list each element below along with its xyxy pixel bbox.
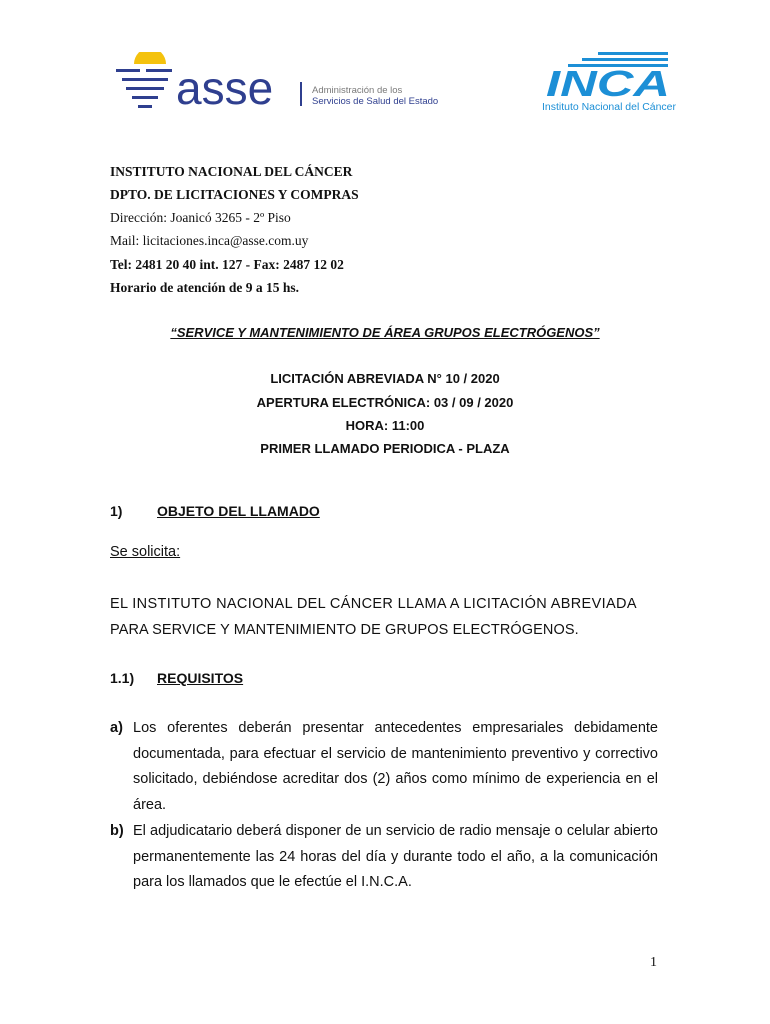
- asse-tagline-line1: Administración de los: [312, 85, 403, 96]
- asse-stripe: [138, 105, 152, 108]
- section-1-1-number: 1.1): [110, 670, 135, 686]
- department-name: DPTO. DE LICITACIONES Y COMPRAS: [110, 187, 359, 202]
- requirement-item: [110, 819, 658, 896]
- section-1-title: OBJETO DEL LLAMADO: [157, 503, 320, 519]
- requirement-text: Los oferentes deberán presentar antecedentes empresariales debidamente documentada, para efectuar el servicio de mantenimiento preventivo y correctivo solicitado, debiéndose acreditar dos (2) años como mínimo de experiencia en el área.: [133, 720, 658, 813]
- inca-stripe: [598, 52, 668, 55]
- asse-stripe: [132, 96, 158, 99]
- office-hours: Horario de atención de 9 a 15 hs.: [110, 280, 299, 295]
- address: Dirección: Joanicó 3265 - 2º Piso: [110, 210, 291, 225]
- tender-number: LICITACIÓN ABREVIADA N° 10 / 2020: [270, 371, 500, 386]
- institution-name: INSTITUTO NACIONAL DEL CÁNCER: [110, 164, 353, 179]
- asse-tagline-line2: Servicios de Salud del Estado: [312, 96, 439, 107]
- requirement-item: [110, 716, 658, 818]
- asse-divider: [300, 82, 302, 106]
- inca-logo: [538, 50, 678, 114]
- section-1-paragraph: [110, 592, 660, 643]
- requirement-marker: a): [110, 720, 123, 736]
- asse-logo: [112, 52, 452, 114]
- requirement-marker: b): [110, 823, 124, 839]
- opening-time: HORA: 11:00: [345, 418, 425, 433]
- section-1-paragraph-line: PARA SERVICE Y MANTENIMIENTO DE GRUPOS ELECTRÓGENOS.: [110, 621, 579, 638]
- call-type: PRIMER LLAMADO PERIODICA - PLAZA: [260, 441, 510, 456]
- asse-stripe: [122, 78, 168, 81]
- asse-stripe: [116, 69, 140, 72]
- phone-fax: Tel: 2481 20 40 int. 127 - Fax: 2487 12 02: [110, 257, 344, 272]
- document-title: “SERVICE Y MANTENIMIENTO DE ÁREA GRUPOS ELECTRÓGENOS”: [170, 325, 600, 340]
- opening-date: APERTURA ELECTRÓNICA: 03 / 09 / 2020: [256, 395, 514, 410]
- page-number: 1: [650, 955, 657, 970]
- inca-wordmark: INCA: [546, 63, 670, 104]
- asse-wordmark: asse: [176, 62, 274, 114]
- section-1-1-title: REQUISITOS: [157, 670, 244, 686]
- requirement-text: El adjudicatario deberá disponer de un servicio de radio mensaje o celular abierto permanentemente las 24 horas del día y durante todo el año, a la comunicación para los llamados que le efectúe el I.N.C.A.: [133, 823, 658, 890]
- asse-stripe: [126, 87, 164, 90]
- email: Mail: licitaciones.inca@asse.com.uy: [110, 233, 309, 248]
- requested-label: Se solicita:: [110, 544, 181, 560]
- inca-stripe: [582, 58, 668, 61]
- asse-stripe: [146, 69, 172, 72]
- asse-sun-icon: [134, 52, 166, 64]
- inca-caption: Instituto Nacional del Cáncer: [542, 102, 677, 113]
- section-1-number: 1): [110, 503, 123, 519]
- section-1-paragraph-line: EL INSTITUTO NACIONAL DEL CÁNCER LLAMA A LICITACIÓN ABREVIADA: [110, 596, 637, 612]
